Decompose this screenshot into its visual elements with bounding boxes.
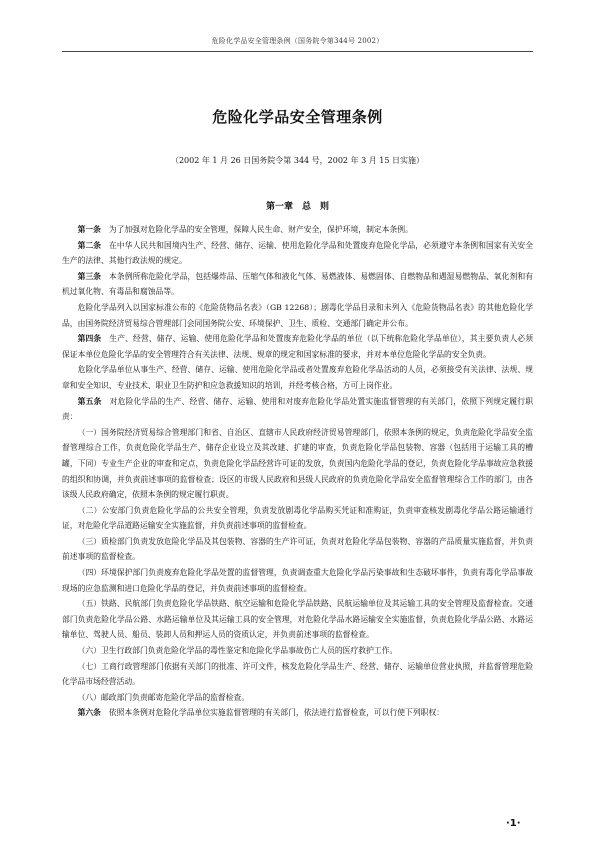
header-rule [62, 51, 533, 52]
paragraph [62, 238, 533, 269]
chapter-heading: 第一章 总 则 [265, 202, 329, 212]
running-header: 危险化学品安全管理条例（国务院令第344号 2002） [211, 37, 384, 45]
paragraph-text: （八）邮政部门负责邮寄危险化学品的监督检查。 [77, 692, 250, 702]
paragraph-text: 生产、经营、储存、运输、使用危险化学品和处置废弃危险化学品的单位（以下统称危险化学品单位），其主要负责人必须保证本单位危险化学品的安全管理符合有关法律、法规、规章的规定和国家标准的要求，并对本单位危险化学品的安全负责。 [62, 334, 533, 359]
paragraph [62, 534, 533, 565]
paragraph [62, 503, 533, 534]
paragraph-text: （三）质检部门负责发放危险化学品及其包装物、容器的生产许可证，负责对危险化学品包装物、容器的产品质量实施监督，并负责前述事项的监督检查。 [62, 536, 533, 562]
paragraph [62, 690, 533, 706]
paragraph [62, 705, 533, 721]
paragraph-text: （五）铁路、民航部门负责危险化学品铁路、航空运输和危险化学品铁路、民航运输单位及其运输工具的安全管理及监督检查。交通部门负责危险化学品公路、水路运输单位及其运输工具的安全管理，对危险化学品水路运输安全实施监督，负责危险化学品公路、水路运输单位、驾驶人员、船员、装卸人员和押运人员的资质认定，并负责前述事项的监督检查。 [62, 599, 533, 640]
article-number: 第二条 [77, 240, 102, 250]
article-number: 第六条 [77, 708, 101, 718]
paragraph [62, 596, 533, 643]
paragraph-text: 在中华人民共和国境内生产、经营、储存、运输、使用危险化学品和处置废弃危险化学品，必须遵守本条例和国家有关安全生产的法律、其他行政法规的规定。 [62, 240, 534, 266]
article-number: 第一条 [77, 225, 101, 234]
paragraph [62, 300, 533, 331]
paragraph-text: （七）工商行政管理部门依据有关部门的批准、许可文件，核发危险化学品生产、经营、储存、运输单位营业执照，并监督管理危险化学品市场经营活动。 [62, 661, 533, 687]
paragraph [62, 565, 533, 596]
article-number: 第四条 [77, 334, 102, 344]
paragraph-text: （二）公安部门负责危险化学品的公共安全管理，负责发放剧毒化学品购买凭证和准购证，负责审查核发剧毒化学品公路运输通行证，对危险化学品道路运输安全实施监督，并负责前述事项的监督检查。 [62, 505, 533, 531]
paragraph [62, 269, 533, 300]
paragraph-text: 对危险化学品的生产、经营、储存、运输、使用和对废弃危险化学品处置实施监督管理的有关部门，依照下列规定履行职责： [62, 396, 534, 422]
article-number: 第三条 [77, 271, 102, 281]
paragraph [62, 331, 533, 362]
paragraph-text: 本条例所称危险化学品，包括爆炸品、压缩气体和液化气体、易燃液体、易燃固体、自燃物品和遇湿易燃物品、氧化剂和有机过氧化物、有毒品和腐蚀品等。 [62, 271, 534, 297]
paragraph [62, 659, 533, 690]
body-text [62, 222, 533, 721]
paragraph [62, 643, 533, 659]
paragraph-text: 危险化学品单位从事生产、经营、储存、运输、使用危险化学品或者处置废弃危险化学品活动的人员，必须接受有关法律、法规、规章和安全知识、专业技术、职业卫生防护和应急救援知识的培训，并经考核合格，方可上岗作业。 [62, 365, 533, 390]
paragraph [62, 222, 533, 238]
paragraph-text: （六）卫生行政部门负责危险化学品的毒性鉴定和危险化学品事故伤亡人员的医疗救护工作。 [77, 646, 398, 656]
paragraph [62, 425, 533, 503]
paragraph-text: 危险化学品列入以国家标准公布的《危险货物品名表》（GB 12268）；剧毒化学品目录和未列入《危险货物品名表》的其他危险化学品，由国务院经济贸易综合管理部门会同国务院公安、环境保护、卫生、质检、交通部门确定并公布。 [62, 302, 533, 328]
page-number: ·1· [506, 818, 521, 829]
document-subtitle: （2002 年 1 月 26 日国务院令第 344 号，2002 年 3 月 15 日实施） [170, 156, 425, 165]
paragraph-text: 为了加强对危险化学品的安全管理，保障人民生命、财产安全，保护环境，制定本条例。 [108, 225, 413, 234]
article-number: 第五条 [77, 396, 102, 406]
paragraph-text: 依照本条例对危险化学品单位实施监督管理的有关部门，依法进行监督检查，可以行使下列职权： [108, 708, 445, 718]
paragraph-text: （四）环境保护部门负责废弃危险化学品处置的监督管理，负责调查重大危险化学品污染事故和生态破坏事件，负责有毒化学品事故现场的应急监测和进口危险化学品的登记，并负责前述事项的监督检查。 [62, 568, 533, 593]
document-title: 危险化学品安全管理条例 [212, 108, 383, 126]
paragraph [62, 394, 533, 425]
paragraph [62, 362, 533, 393]
paragraph-text: （一）国务院经济贸易综合管理部门和省、自治区、直辖市人民政府经济贸易管理部门，依照本条例的规定，负责危险化学品安全监督管理综合工作，负责危险化学品生产、储存企业设立及其改建、扩建的审查，负责危险化学品包装物、容器（包括用于运输工具的槽罐，下同）专业生产企业的审查和定点，负责危险化学品经营许可证的发放，负责国内危险化学品的登记，负责危险化学品事故应急救援的组织和协调，并负责前述事项的监督检查；设区的市级人民政府和县级人民政府的负责危险化学品安全监督管理综合工作的部门，由各该级人民政府确定，依照本条例的规定履行职责。 [62, 427, 533, 500]
